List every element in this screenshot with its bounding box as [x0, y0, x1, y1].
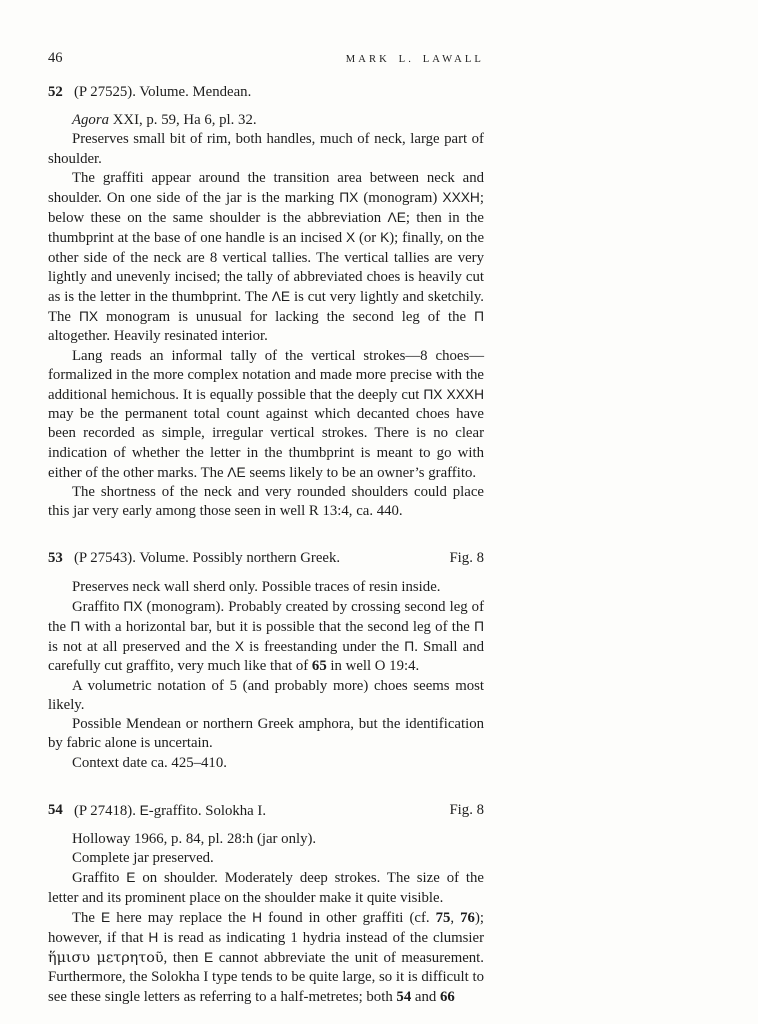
graffito-letter: Π — [474, 619, 485, 635]
running-head: MARK L. LAWALL — [345, 54, 484, 65]
graffito-letter: ΛE — [387, 210, 406, 226]
entry-title: (P 27525). Volume. Mendean. — [74, 84, 252, 100]
entry-heading — [48, 801, 484, 821]
paragraph: Lang reads an informal tally of the vertical strokes—8 choes—formalized in the more complex notation and made more precise with the additional hemichous. It is equally possible that the deeply cut ΠX XXXH may be the permanent total count against which decanted choes have been recorded as simple, irregular vertical strokes. There is no clear indication of whether the letter in the thumbprint is meant to go with either of the other marks. The ΛE seems likely to be an owner’s graffito. — [48, 347, 485, 481]
entry-number: 52 — [48, 84, 63, 100]
graffito-letter: Π — [404, 639, 415, 655]
figure-reference: Fig. 8 — [449, 550, 484, 567]
catalog-entries — [48, 83, 484, 1007]
paragraph: The E here may replace the H found in other graffiti (cf. 75, 76); however, if that H is read as indicating 1 hydria instead of the clumsier ἥμισυ μετρητοῦ, then E cannot abbreviate the unit of measurement. Furthermore, the Solokha I type tends to be quite large, so it is difficult to see these single letters as referring to a half-metretes; both 54 and 66 — [48, 909, 484, 1005]
graffito-letter: ΠX XXXH — [423, 387, 485, 403]
paragraph: Holloway 1966, p. 84, pl. 28:h (jar only). — [72, 830, 317, 847]
paragraph: The shortness of the neck and very rounded shoulders could place this jar very early among those seen in well R 13:4, ca. 440. — [48, 484, 484, 520]
figure-reference: Fig. 8 — [449, 801, 484, 818]
italic-text: Agora — [72, 112, 109, 129]
paragraph: Possible Mendean or northern Greek amphora, but the identification by fabric alone is uncertain. — [48, 716, 484, 752]
graffito-letter: ΛE — [227, 464, 246, 480]
graffito-letter: E — [203, 950, 214, 966]
bold-reference: 65 — [311, 658, 327, 675]
bold-reference: 76 — [460, 909, 475, 926]
graffito-letter: ΠX — [78, 309, 99, 325]
paragraph: Complete jar preserved. — [72, 850, 214, 867]
paragraph: Graffito E on shoulder. Moderately deep strokes. The size of the letter and its prominent place on the shoulder make it quite visible. — [48, 870, 484, 906]
paragraph: The graffiti appear around the transition area between neck and shoulder. On one side of the jar is the marking ΠX (monogram) XXXH; below these on the same shoulder is the abbreviation ΛE; then in the thumbprint at the base of one handle is an incised X (or K); finally, on the other side of the neck are 8 vertical tallies. The vertical tallies are very lightly and unevenly incised; the tally of abbreviated choes is heavily cut as is the letter in the thumbprint. The ΛE is cut very lightly and sketchily. The ΠX monogram is unusual for lacking the second leg of the Π altogether. Heavily resinated interior. — [48, 169, 485, 345]
catalog-entry — [48, 801, 484, 1007]
graffito-letter: X — [234, 639, 245, 655]
graffito-letter: Π — [474, 309, 484, 325]
entry-title: (P 27418). E-graffito. Solokha I. — [74, 802, 267, 819]
graffito-letter: Π — [70, 619, 81, 635]
graffito-letter: X — [345, 230, 356, 246]
page-content — [48, 50, 484, 1007]
paragraph: Graffito ΠX (monogram). Probably created by crossing second leg of the Π with a horizontal bar, but it is possible that the second leg of the Π is not at all preserved and the X is freestanding under the Π. Small and carefully cut graffito, very much like that of 65 in well O 19:4. — [48, 598, 485, 675]
graffito-letter: E — [139, 802, 149, 818]
page-header — [48, 50, 484, 67]
entry-heading — [48, 549, 484, 568]
paragraph: Preserves small bit of rim, both handles, much of neck, large part of shoulder. — [48, 131, 484, 167]
graffito-letter: E — [101, 909, 111, 925]
bold-reference: 66 — [439, 988, 455, 1005]
entry-heading — [48, 83, 484, 102]
paragraph: Agora XXI, p. 59, Ha 6, pl. 32. — [72, 112, 257, 129]
graffito-letter: H — [252, 909, 263, 925]
paragraph: A volumetric notation of 5 (and probably more) choes seems most likely. — [48, 677, 484, 713]
page-number: 46 — [48, 50, 63, 66]
paragraph: Preserves neck wall sherd only. Possible traces of resin inside. — [72, 578, 441, 595]
entry-number: 53 — [48, 550, 63, 567]
catalog-entry — [48, 83, 484, 521]
entry-title: (P 27543). Volume. Possibly northern Greek. — [74, 550, 341, 567]
graffito-letter: XXXH — [442, 190, 480, 206]
catalog-entry — [48, 549, 484, 772]
graffito-letter: H — [148, 929, 159, 945]
greek-text: ἥμισυ μετρητοῦ — [48, 950, 164, 967]
graffito-letter: E — [126, 870, 136, 886]
bold-reference: 75 — [435, 909, 451, 926]
bold-reference: 54 — [396, 988, 412, 1005]
graffito-letter: ΠX — [123, 598, 143, 614]
graffito-letter: K — [380, 230, 390, 246]
paragraph: Context date ca. 425–410. — [72, 754, 227, 771]
entry-number: 54 — [48, 801, 63, 818]
graffito-letter: ΠX — [339, 190, 359, 206]
graffito-letter: ΛE — [271, 289, 291, 305]
